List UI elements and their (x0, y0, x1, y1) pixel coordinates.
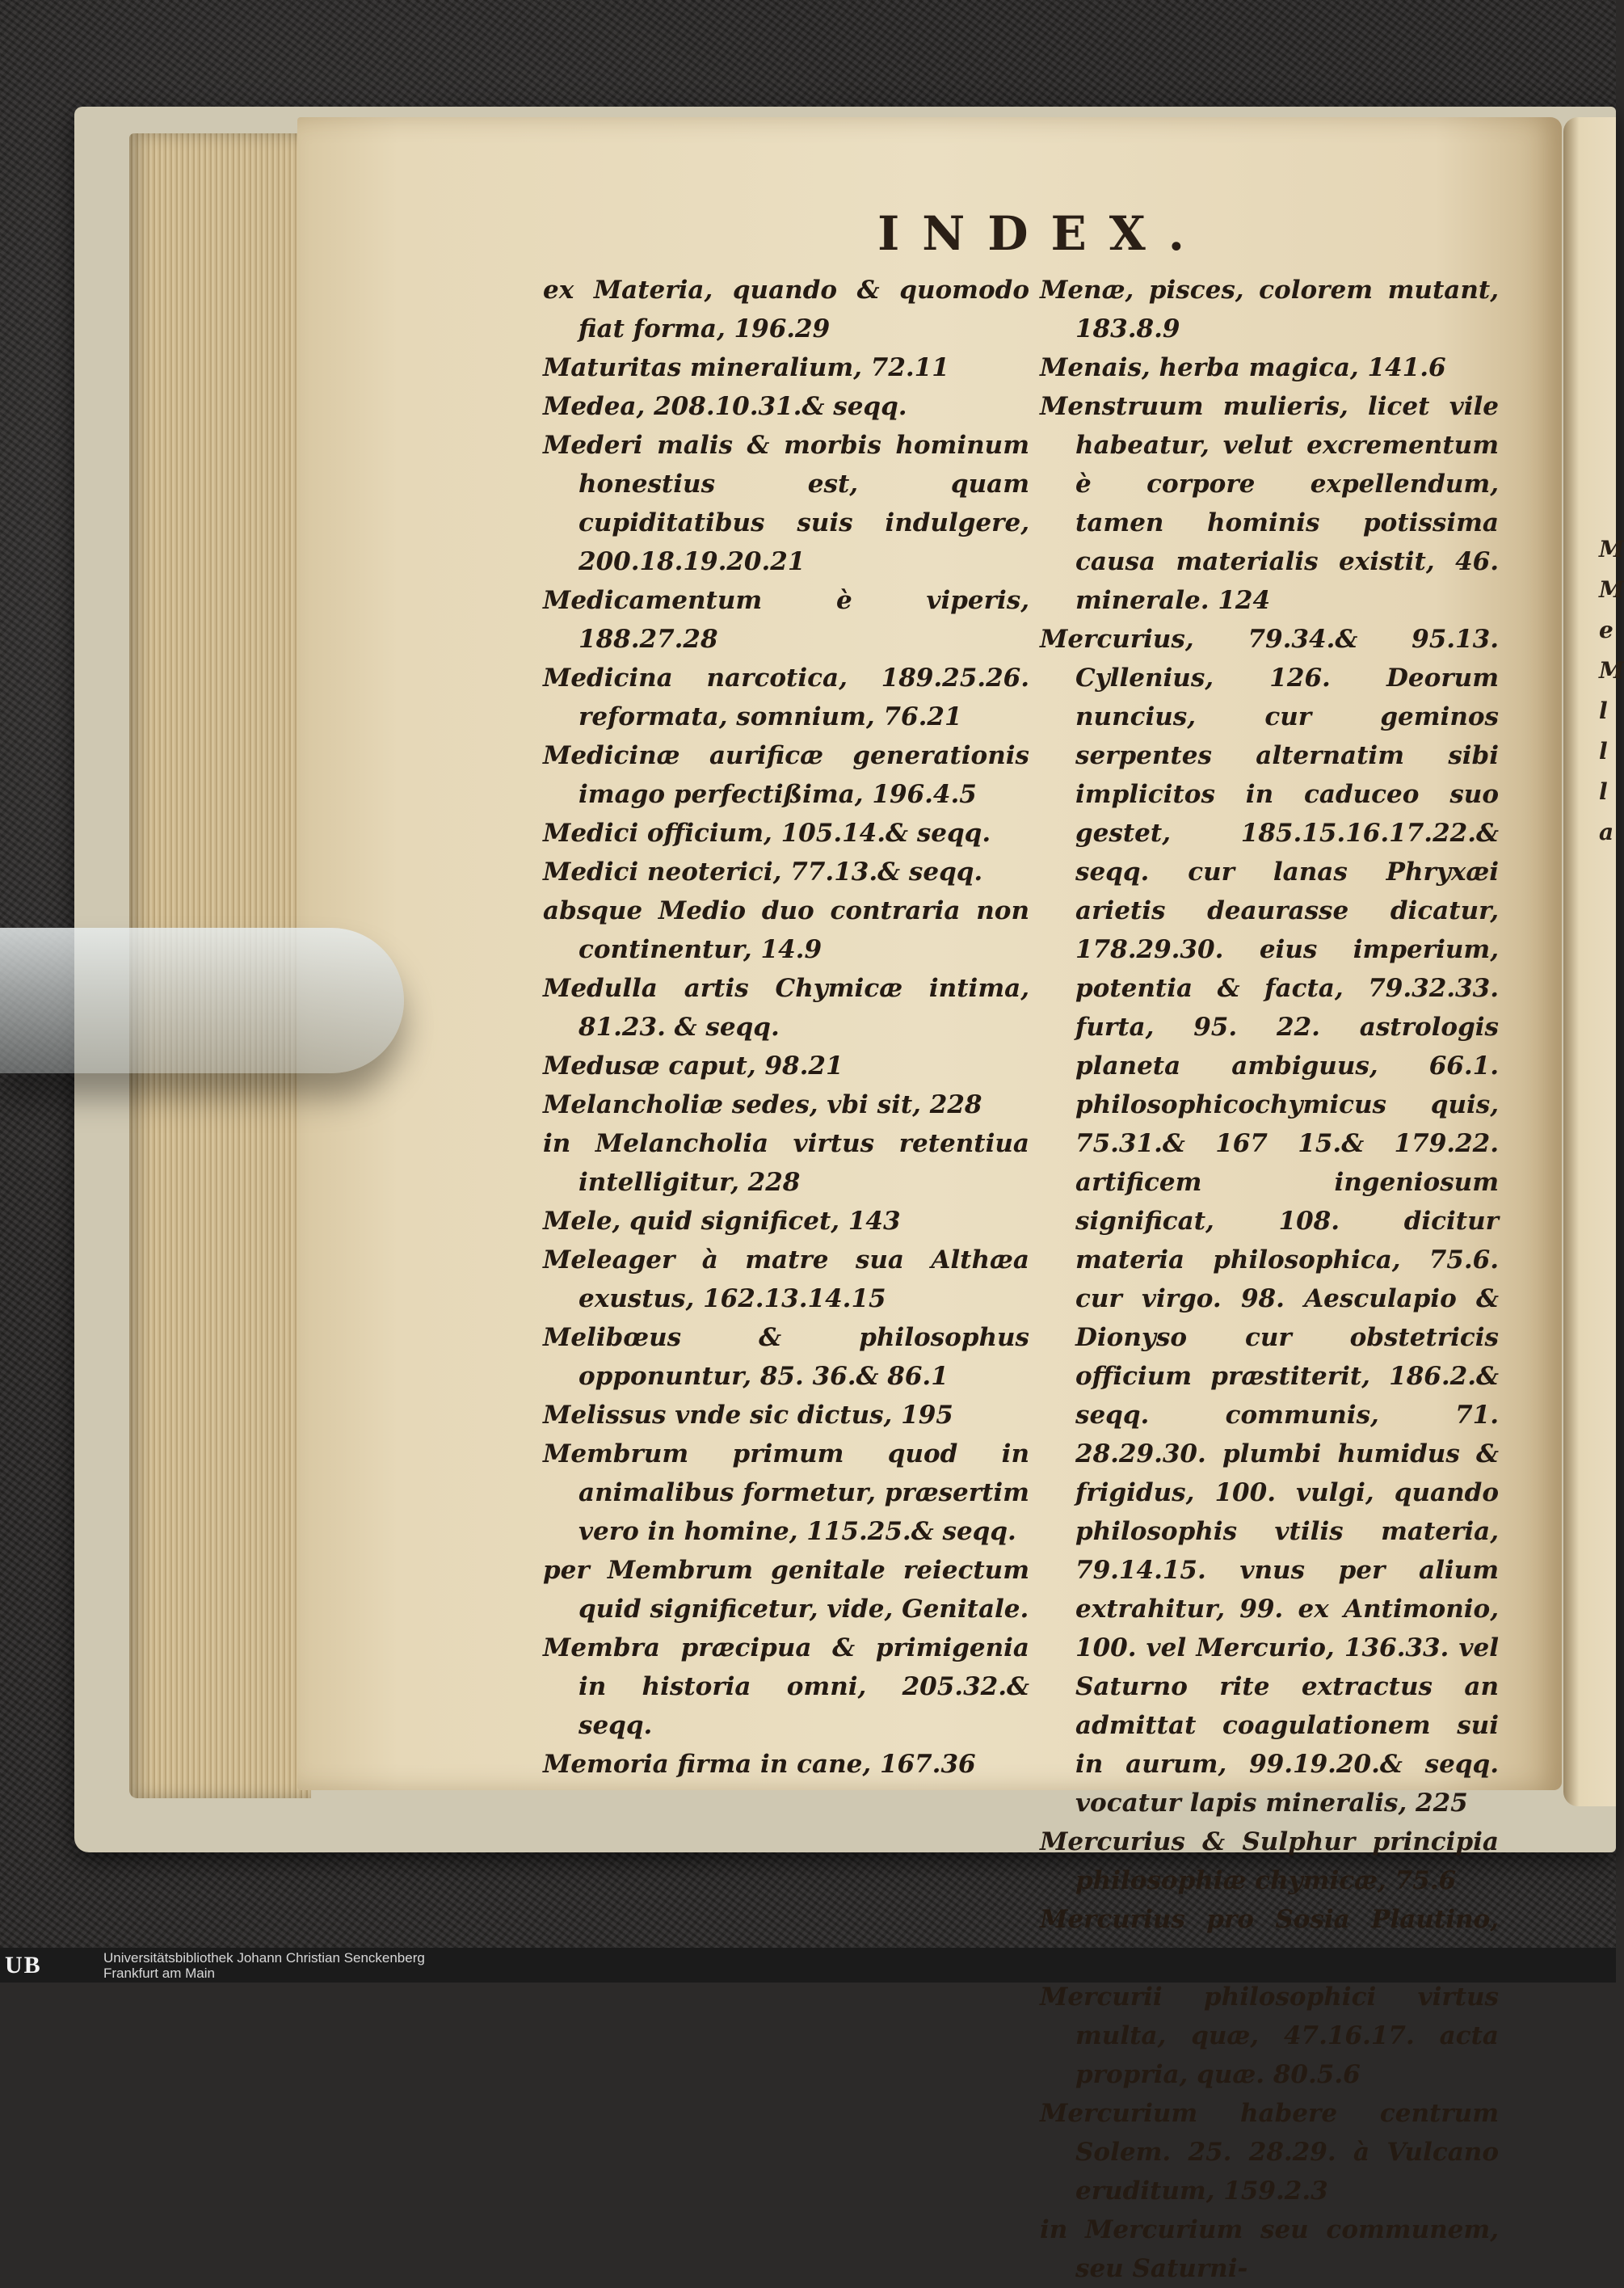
index-entry: Mele, quid significet, 143 (543, 1207, 901, 1236)
index-entry: Mercurius pro Sosia Plautino, (1040, 1905, 1499, 1934)
index-entry: Medicinæ aurificæ generationis imago perfectißima, 196.4.5 (543, 741, 1029, 809)
index-column-right (1040, 271, 1499, 2288)
glass-page-weight (0, 928, 404, 1073)
index-entry: Melancholiæ sedes, vbi sit, 228 (543, 1090, 982, 1119)
index-entry: absque Medio duo contraria non continentur, 14.9 (543, 896, 1029, 964)
institution-line-2: Frankfurt am Main (103, 1966, 215, 1981)
index-entry: Mercurius, 79.34.& 95.13. Cyllenius, 126. Deorum nuncius, cur geminos serpentes alternatim sibi implicitos in caduceo suo gestet, 185.15.16.17.22.& seqq. cur lanas Phryxæi arietis deaurasse dicatur, 178.29.30. eius imperium, potentia & facta, 79.32.33. furta, 95. 22. astrologis planeta ambiguus, 66.1. philosophicochymicus quis, 75.31.& 167 15.& 179.22. artificem ingeniosum significat, 108. dicitur materia philosophica, 75.6. cur virgo. 98. Aesculapio & Dionyso cur obstetricis officium præstiterit, 186.2.& seqq. communis, 71. 28.29.30. plumbi humidus & frigidus, 100. vulgi, quando philosophis vtilis materia, 79.14.15. vnus per alium extrahitur, 99. ex Antimonio, 100. vel Mercurio, 136.33. vel Saturno rite extractus an admittat coagulationem sui in aurum, 99.19.20.& seqq. vocatur lapis mineralis, 225 (1040, 625, 1499, 1818)
adjacent-letter: l (1599, 697, 1608, 724)
index-entry: Medici officium, 105.14.& seqq. (543, 819, 991, 848)
index-entry: Medicamentum è viperis, 188.27.28 (543, 586, 1029, 654)
index-entry: Meleager à matre sua Althæa exustus, 162.13.14.15 (543, 1245, 1029, 1313)
adjacent-page (1563, 117, 1624, 1806)
index-entry: Medici neoterici, 77.13.& seqq. (543, 857, 983, 887)
index-entry: Melissus vnde sic dictus, 195 (543, 1401, 953, 1430)
index-column-left (543, 271, 1029, 1784)
index-entry: Menæ, pisces, colorem mutant, 183.8.9 (1040, 276, 1499, 343)
adjacent-letter: M (1599, 536, 1624, 563)
index-entry: in Melancholia virtus retentiua intelligitur, 228 (543, 1129, 1029, 1197)
adjacent-letter: l (1599, 738, 1608, 765)
index-entry: per Membrum genitale reiectum quid significetur, vide, Genitale. (543, 1556, 1029, 1624)
index-entry: Menais, herba magica, 141.6 (1040, 353, 1446, 382)
index-entry: Medulla artis Chymicæ intima, 81.23. & seqq. (543, 974, 1029, 1042)
adjacent-letter: e (1599, 617, 1613, 643)
index-entry: Mercurii philosophici virtus multa, quæ, 47.16.17. acta propria, quæ. 80.5.6 (1040, 1983, 1499, 2089)
page-title: INDEX. (877, 206, 1207, 261)
index-entry: in Mercurium seu communem, seu Saturni- (1040, 2215, 1499, 2283)
index-entry: Medusæ caput, 98.21 (543, 1051, 844, 1081)
index-entry: Membrum primum quod in animalibus formetur, præsertim vero in homine, 115.25.& seqq. (543, 1439, 1029, 1546)
index-entry: Memoria firma in cane, 167.36 (543, 1750, 976, 1779)
institution-name (103, 1950, 425, 1981)
adjacent-letter: a (1599, 819, 1614, 845)
institution-line-1: Universitätsbibliothek Johann Christian Senckenberg (103, 1950, 425, 1966)
index-entry: Medicina narcotica, 189.25.26. reformata, somnium, 76.21 (543, 664, 1029, 731)
library-logo: UB (5, 1952, 42, 1978)
index-entry: ex Materia, quando & quomodo fiat forma, 196.29 (543, 276, 1029, 343)
index-entry: Mercurium habere centrum Solem. 25. 28.29. à Vulcano eruditum, 159.2.3 (1040, 2099, 1499, 2206)
index-entry: Membra præcipua & primigenia in historia omni, 205.32.& seqq. (543, 1633, 1029, 1740)
index-entry: Mercurius & Sulphur principia philosophiæ chymicæ, 75.6 (1040, 1827, 1499, 1895)
adjacent-page-letters (1599, 529, 1624, 853)
adjacent-letter: M (1599, 576, 1624, 603)
adjacent-letter: l (1599, 778, 1608, 805)
index-entry: Maturitas mineralium, 72.11 (543, 353, 949, 382)
index-entry: Medea, 208.10.31.& seqq. (543, 392, 907, 421)
adjacent-letter: M (1599, 657, 1624, 684)
footer-bar (0, 1948, 1616, 1983)
index-entry: Menstruum mulieris, licet vile habeatur, velut excrementum è corpore expellendum, tamen hominis potissima causa materialis existit, 46. minerale. 124 (1040, 392, 1499, 615)
index-entry: Melibœus & philosophus opponuntur, 85. 36.& 86.1 (543, 1323, 1029, 1391)
index-entry: Mederi malis & morbis hominum honestius est, quam cupiditatibus suis indulgere, 200.18.19.20.21 (543, 431, 1029, 576)
